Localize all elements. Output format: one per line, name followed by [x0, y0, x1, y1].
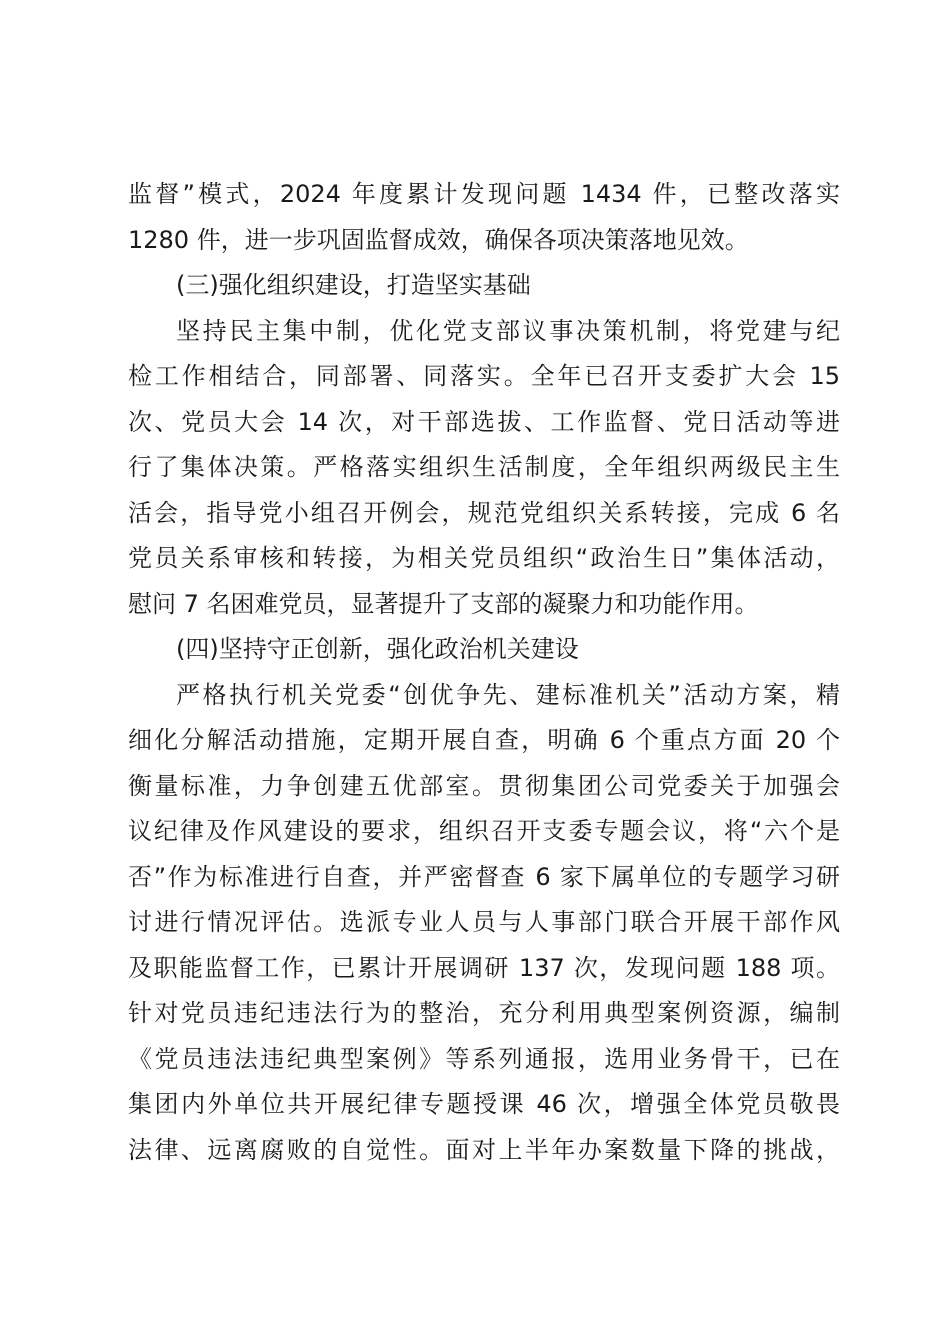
text-line: 衡量标准，力争创建五优部室。贯彻集团公司党委关于加强会: [128, 771, 840, 800]
text-line: 次、党员大会 14 次，对干部选拔、工作监督、党日活动等进: [128, 407, 840, 436]
section-heading-3: (三)强化组织建设，打造坚实基础: [176, 271, 531, 299]
text-line: 监督”模式，2024 年度累计发现问题 1434 件，已整改落实: [128, 180, 840, 208]
text-line: 否”作为标准进行自查，并严密督查 6 家下属单位的专题学习研: [128, 862, 840, 891]
text-line: 及职能监督工作，已累计开展调研 137 次，发现问题 188 项。: [128, 953, 840, 982]
text-line: 检工作相结合，同部署、同落实。全年已召开支委扩大会 15: [128, 362, 840, 390]
text-line: 慰问 7 名困难党员，显著提升了支部的凝聚力和功能作用。: [128, 589, 759, 618]
text-line: 严格执行机关党委“创优争先、建标准机关”活动方案，精: [176, 680, 840, 709]
text-line: 议纪律及作风建设的要求，组织召开支委专题会议，将“六个是: [128, 817, 840, 845]
text-line: 1280 件，进一步巩固监督成效，确保各项决策落地见效。: [128, 225, 749, 254]
text-line: 集团内外单位共开展纪律专题授课 46 次，增强全体党员敬畏: [128, 1090, 840, 1118]
document-body: [128, 172, 840, 1173]
section-heading-4: (四)坚持守正创新，强化政治机关建设: [176, 635, 579, 663]
text-line: 党员关系审核和转接，为相关党员组织“政治生日”集体活动，: [128, 544, 840, 572]
text-line: 法律、远离腐败的自觉性。面对上半年办案数量下降的挑战，: [128, 1135, 840, 1164]
text-line: 《党员违法违纪典型案例》等系列通报，选用业务骨干，已在: [128, 1044, 840, 1073]
text-line: 活会，指导党小组召开例会，规范党组织关系转接，完成 6 名: [128, 498, 840, 527]
text-line: 细化分解活动措施，定期开展自查，明确 6 个重点方面 20 个: [128, 726, 840, 754]
text-line: 行了集体决策。严格落实组织生活制度，全年组织两级民主生: [128, 453, 840, 481]
text-line: 针对党员违纪违法行为的整治，充分利用典型案例资源，编制: [128, 999, 840, 1027]
text-line: 讨进行情况评估。选派专业人员与人事部门联合开展干部作风: [128, 908, 840, 936]
text-line: 坚持民主集中制，优化党支部议事决策机制，将党建与纪: [176, 316, 840, 345]
